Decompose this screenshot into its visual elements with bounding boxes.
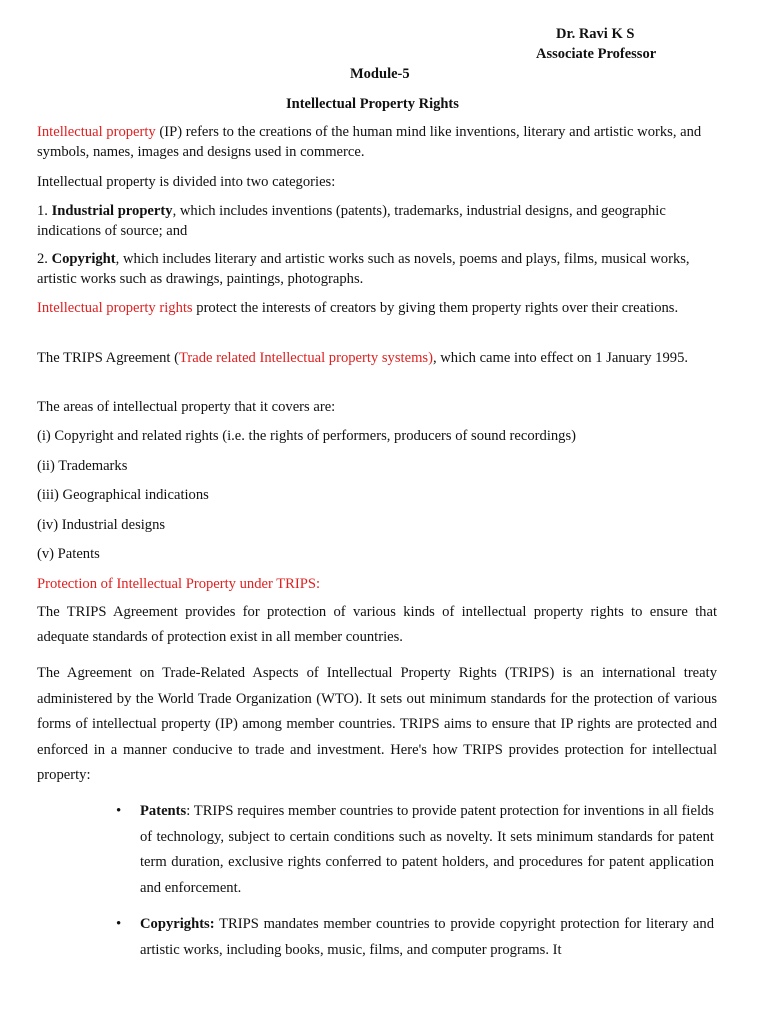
bullet-copyrights [140,912,714,963]
category1-num: 1. [37,203,52,219]
protection-paragraph-2: The Agreement on Trade-Related Aspects of Intellectual Property Rights (TRIPS) is an international treaty administered by the World Trade Organization (WTO). It sets out minimum standards for the protection of various forms of intellectual property (IP) among member countries. TRIPS aims to ensure that IP rights are protected and enforced in a manner conducive to trade and investment. Here's how TRIPS provides protection for intellectual property: [37,665,717,783]
area-item: (v) Patents [37,546,100,562]
areas-intro: The areas of intellectual property that it covers are: [37,399,336,415]
trips-term: Trade related Intellectual property systems) [179,350,433,366]
trips-pre: The TRIPS Agreement ( [37,350,179,366]
category1-text: , which includes inventions (patents), trademarks, industrial designs, and geographic indications of source; and [37,203,666,239]
category-copyright [37,249,717,289]
author-name: Dr. Ravi K S [556,26,635,42]
ipr-paragraph [37,298,717,318]
bullet-patents [140,799,714,901]
ipr-term: Intellectual property rights [37,300,193,316]
protection-heading: Protection of Intellectual Property under TRIPS: [37,576,321,592]
protection-paragraph-1: The TRIPS Agreement provides for protection of various kinds of intellectual property rights to ensure that adequate standards of protection exist in all member countries. [37,604,717,645]
area-item: (i) Copyright and related rights (i.e. the rights of performers, producers of sound recordings) [37,428,577,444]
area-item: (iv) Industrial designs [37,517,166,533]
page-title: Intellectual Property Rights [286,96,459,112]
trips-paragraph [37,348,717,368]
bullet-patents-term: Patents [140,803,187,819]
author-role: Associate Professor [536,46,657,62]
area-item: (ii) Trademarks [37,458,128,474]
module-label: Module-5 [350,66,410,82]
intro-term: Intellectual property [37,124,156,140]
category2-num: 2. [37,251,52,267]
category2-text: , which includes literary and artistic works such as novels, poems and plays, films, musical works, artistic works such as drawings, paintings, photographs. [37,251,690,287]
ipr-text: protect the interests of creators by giving them property rights over their creations. [192,300,679,316]
bullet-patents-text: : TRIPS requires member countries to provide patent protection for inventions in all fields of technology, subject to certain conditions such as novelty. It sets minimum standards for patent term duration, exclusive rights conferred to patent holders, and procedures for patent application and enforcement. [140,803,714,896]
bullet-dot: • [116,916,122,932]
bullet-copyrights-text: TRIPS mandates member countries to provide copyright protection for literary and artistic works, including books, music, films, and computer programs. It [140,916,714,958]
intro-paragraph [37,122,717,162]
area-item: (iii) Geographical indications [37,487,209,503]
bullet-copyrights-term: Copyrights: [140,916,215,932]
trips-post: , which came into effect on 1 January 1995. [432,350,689,366]
category1-term: Industrial property [51,203,173,219]
category-industrial [37,201,717,241]
intro-text: (IP) refers to the creations of the human mind like inventions, literary and artistic works, and symbols, names, images and designs used in commerce. [37,124,702,160]
categories-intro: Intellectual property is divided into two categories: [37,174,336,190]
bullet-dot: • [116,803,122,819]
category2-term: Copyright [51,251,116,267]
